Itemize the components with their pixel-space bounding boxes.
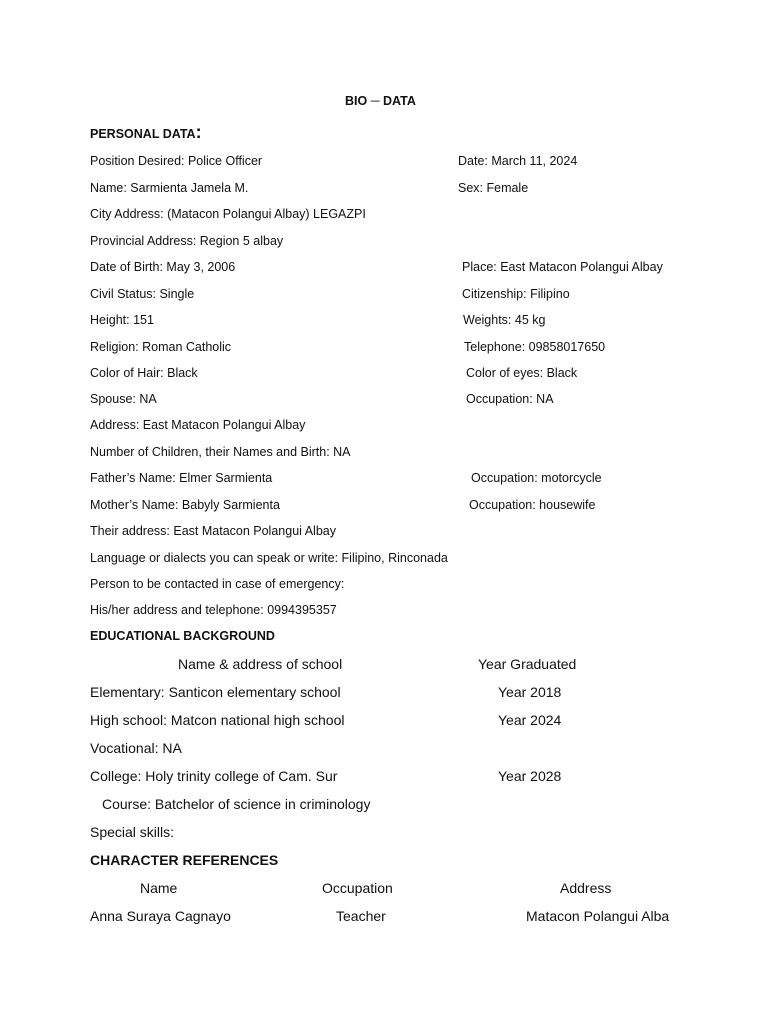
height: Height: 151 [90, 313, 154, 327]
number-of-children: Number of Children, their Names and Birth: NA [90, 445, 351, 459]
city-address: City Address: (Matacon Polangui Albay) LEGAZPI [90, 207, 366, 221]
emergency-contact: Person to be contacted in case of emergency: [90, 577, 345, 591]
education-col-school: Name & address of school [178, 656, 343, 672]
education-col-year: Year Graduated [478, 656, 577, 672]
spouse-address: Address: East Matacon Polangui Albay [90, 418, 306, 432]
date-field: Date: March 11, 2024 [458, 154, 578, 168]
religion: Religion: Roman Catholic [90, 340, 232, 354]
color-of-hair: Color of Hair: Black [90, 366, 198, 380]
personal-data-heading [90, 124, 202, 142]
college-year: Year 2028 [498, 768, 562, 784]
languages: Language or dialects you can speak or write: Filipino, Rinconada [90, 551, 448, 565]
color-of-eyes: Color of eyes: Black [466, 366, 578, 380]
provincial-address: Provincial Address: Region 5 albay [90, 234, 284, 248]
special-skills: Special skills: [90, 824, 175, 840]
education-heading: EDUCATIONAL BACKGROUND [90, 629, 275, 643]
father-occupation: Occupation: motorcycle [471, 471, 602, 485]
references-heading: CHARACTER REFERENCES [90, 852, 279, 868]
references-col-name: Name [140, 880, 178, 896]
place-of-birth: Place: East Matacon Polangui Albay [462, 260, 663, 274]
personal-data-heading-colon: : [195, 122, 202, 142]
vocational: Vocational: NA [90, 740, 182, 756]
position-desired: Position Desired: Police Officer [90, 154, 263, 168]
course: Course: Batchelor of science in criminology [102, 796, 371, 812]
mother-occupation: Occupation: housewife [469, 498, 596, 512]
elementary-school: Elementary: Santicon elementary school [90, 684, 341, 700]
elementary-year: Year 2018 [498, 684, 562, 700]
emergency-address-telephone: His/her address and telephone: 0994395357 [90, 603, 337, 617]
weights: Weights: 45 kg [463, 313, 546, 327]
citizenship: Citizenship: Filipino [462, 287, 570, 301]
civil-status: Civil Status: Single [90, 287, 195, 301]
name-field: Name: Sarmienta Jamela M. [90, 181, 249, 195]
spouse: Spouse: NA [90, 392, 157, 406]
reference-name: Anna Suraya Cagnayo [90, 908, 231, 924]
references-col-occupation: Occupation [322, 880, 393, 896]
high-school-year: Year 2024 [498, 712, 562, 728]
telephone: Telephone: 09858017650 [464, 340, 606, 354]
personal-data-heading-text: PERSONAL DATA [90, 127, 196, 141]
father-name: Father’s Name: Elmer Sarmienta [90, 471, 273, 485]
reference-address: Matacon Polangui Alba [526, 908, 670, 924]
college: College: Holy trinity college of Cam. Sur [90, 768, 338, 784]
mother-name: Mother’s Name: Babyly Sarmienta [90, 498, 280, 512]
sex-field: Sex: Female [458, 181, 529, 195]
document-title: BIO ─ DATA [345, 94, 416, 108]
parents-address: Their address: East Matacon Polangui Albay [90, 524, 336, 538]
references-col-address: Address [560, 880, 612, 896]
spouse-occupation: Occupation: NA [466, 392, 554, 406]
reference-occupation: Teacher [336, 908, 386, 924]
high-school: High school: Matcon national high school [90, 712, 345, 728]
date-of-birth: Date of Birth: May 3, 2006 [90, 260, 236, 274]
